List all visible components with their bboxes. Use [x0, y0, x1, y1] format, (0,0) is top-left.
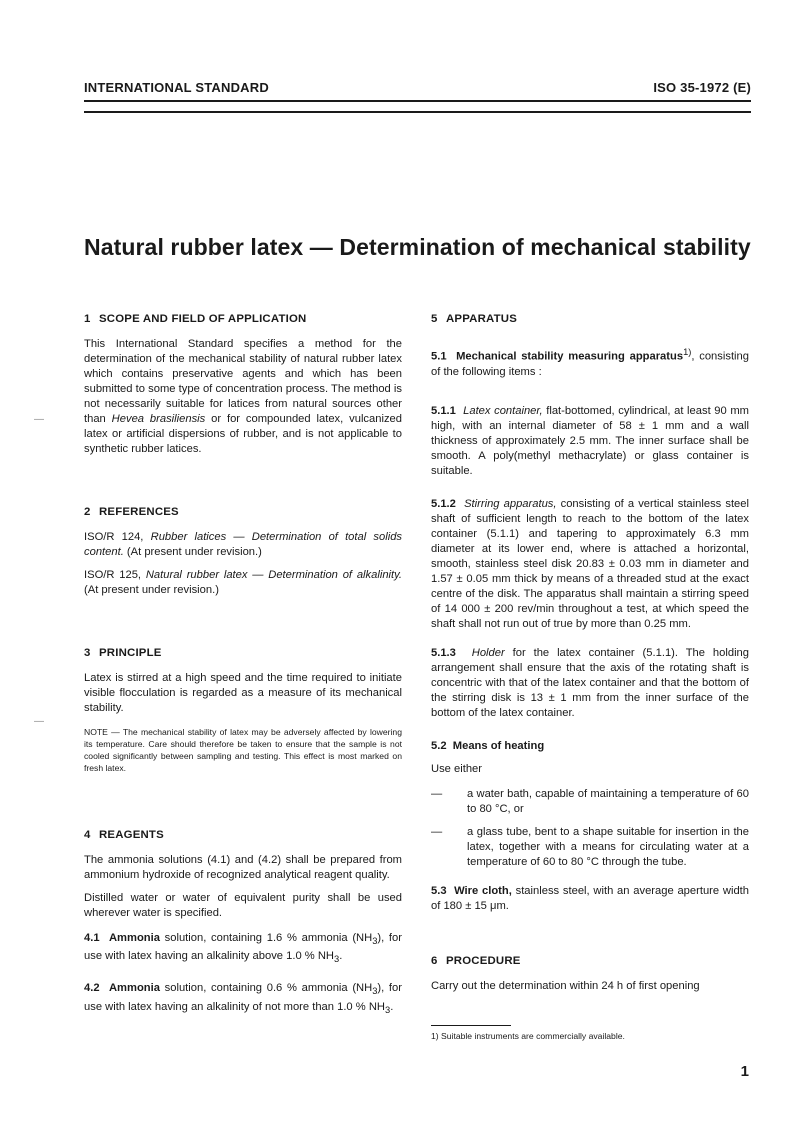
heading-5-2: 5.2 Means of heating [431, 739, 545, 752]
section-heading-procedure: 6 PROCEDURE [431, 954, 521, 967]
scope-paragraph: This International Standard specifies a method for the determination of the mechanical stability of natural rubber latex which contains preservative agents and which has been submitted to some type of concentration process. The method is not necessarily suitable for latices from natural sources other than Hevea brasiliensis or for compounded latex, vulcanized latex or artificial dispersions of rubber, and is not applicable to synthetic rubber latices. [84, 338, 402, 455]
reagent-4-1: 4.1 Ammonia solution, containing 1.6 % ammonia $(NH_3)$, for use with latex having an alkalinity above 1.0 % $NH_3$. [84, 932, 402, 965]
reagent-4-2: 4.2 Ammonia solution, containing 0.6 % ammonia $(NH_3)$, for use with latex having an alkalinity of not more than 1.0 % $NH_3$. [84, 982, 402, 1015]
section-heading-apparatus: 5 APPARATUS [431, 313, 517, 325]
apparatus-5-3: 5.3 Wire cloth, stainless steel, with an average aperture width of 180 ± 15 μm. [431, 884, 750, 912]
document-title: Natural rubber latex — Determination of mechanical stability [84, 234, 751, 260]
footnote-rule [431, 1025, 511, 1026]
section-heading-references: 2 REFERENCES [84, 506, 179, 518]
reference-iso-r-125: ISO/R 125, Natural rubber latex — Determination of alkalinity. (At present under revision.) [84, 569, 403, 596]
footnote: 1) Suitable instruments are commercially available. [431, 1031, 625, 1041]
apparatus-5-1-3: 5.1.3 Holder for the latex container (5.1.1). The holding arrangement shall ensure that the axis of the rotating shaft is concentric with that of the latex container and that the bottom of the stirring disk is 13 ± 1 mm from the inner surface of the bottom of the latex container. [431, 646, 749, 719]
section-heading-scope: 1 SCOPE AND FIELD OF APPLICATION [84, 313, 307, 325]
section-heading-principle: 3 PRINCIPLE [84, 647, 162, 659]
principle-paragraph: Latex is stirred at a high speed and the time required to initiate visible flocculation is regarded as a measure of its mechanical stability. [84, 672, 402, 714]
left-column [84, 312, 402, 1018]
page-number: 1 [740, 1063, 749, 1080]
section-heading-reagents: 4 REAGENTS [84, 829, 164, 841]
heating-option-glass-tube: — a glass tube, bent to a shape suitable for insertion in the latex, together with a means for circulating water at a temperature of 60 to 80 °C through the tube. [431, 825, 749, 868]
margin-mark: — [34, 414, 44, 425]
margin-mark: — [34, 716, 44, 727]
right-column [431, 312, 749, 994]
heating-option-water-bath: — a water bath, capable of maintaining a temperature of 60 to 80 °C, or [431, 787, 749, 815]
header-standard-label: INTERNATIONAL STANDARD [84, 80, 269, 95]
principle-note: NOTE — The mechanical stability of latex may be adversely affected by lowering its temperature. Care should therefore be taken to ensure that the sample is not cooled significantly between sampling and testing. This effect is most marked on fresh latex. [84, 727, 402, 773]
reagents-paragraph-2: Distilled water or water of equivalent purity shall be used wherever water is specified. [84, 892, 402, 919]
header-rule-top [84, 100, 751, 102]
reference-iso-r-124: ISO/R 124, Rubber latices — Determination of total solids content. (At present under revision.) [84, 531, 403, 558]
apparatus-5-1: 5.1 Mechanical stability measuring apparatus$^{1)}$, consisting of the following items : [431, 347, 749, 378]
header-document-number: ISO 35-1972 (E) [653, 80, 751, 95]
apparatus-5-1-2: 5.1.2 Stirring apparatus, consisting of a vertical stainless steel shaft of sufficient length to reach to the bottom of the latex container (5.1.1) and tapering to approximately 6.3 mm diameter at its lower end, where is attached a horizontal, smooth, stainless steel disk 20.83 ± 0.03 mm in diameter and 1.57 ± 0.05 mm thick by means of a threaded stud at the exact centre of the disk. The apparatus shall maintain a stirring speed of 14 000 ± 200 rev/min throughout a test, at which speed the shaft shall not run out of true by more than 0.25 mm. [431, 497, 749, 630]
heating-intro: Use either [431, 762, 482, 775]
apparatus-5-1-1: 5.1.1 Latex container, flat-bottomed, cylindrical, at least 90 mm high, with an internal diameter of 58 ± 1 mm and a wall thickness of approximately 2.5 mm. The inner surface shall be smooth. A poly(methyl methacrylate) or glass container is suitable. [431, 404, 749, 477]
header-rule-bottom [84, 111, 751, 113]
procedure-paragraph: Carry out the determination within 24 h of first opening [431, 979, 700, 992]
reagents-paragraph-1: The ammonia solutions (4.1) and (4.2) shall be prepared from ammonium hydroxide of recognized analytical reagent quality. [84, 854, 402, 881]
